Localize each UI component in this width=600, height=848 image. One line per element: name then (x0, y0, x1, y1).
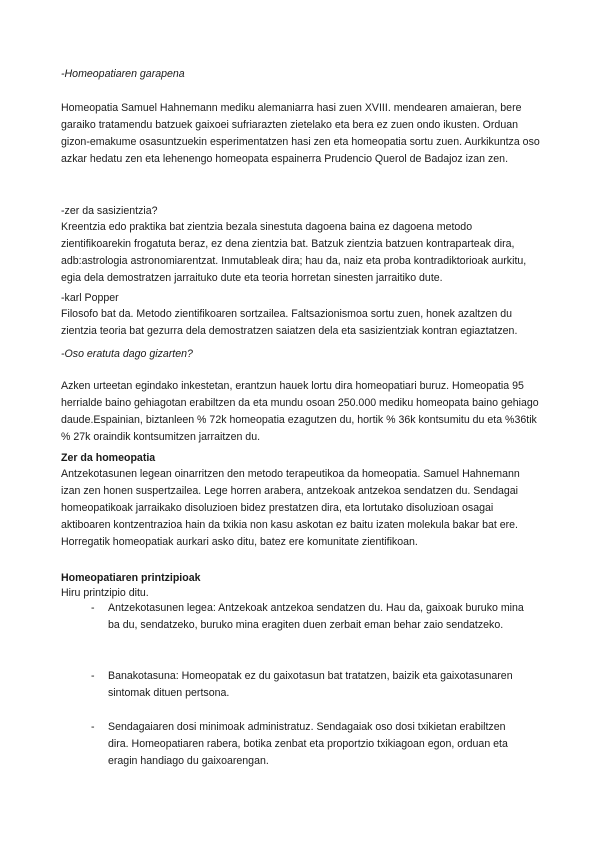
heading-sasizientzia: -zer da sasizientzia? (61, 205, 158, 217)
principle-text: Banakotasuna: Homeopatak ez du gaixotasun bat tratatzen, baizik eta gaixotasunaren sintomak dituen pertsona. (108, 670, 513, 699)
heading-homeopatiaren-garapena: -Homeopatiaren garapena (61, 68, 185, 80)
principle-text: Sendagaiaren dosi minimoak administratuz. Sendagaiak oso dosi txikietan erabiltzen dira. Homeopatiaren rabera, botika zenbat eta proportzio txikiagoan egon, orduan eta eragin handiago du gaixoarengan. (108, 721, 508, 767)
principle-text: Antzekotasunen legea: Antzekoak antzekoa sendatzen du. Hau da, gaixoak buruko mina ba du, sendatzeko, buruko mina eragiten duen zerbait eman behar zaio sendatzeko. (108, 602, 524, 631)
list-item (0, 668, 600, 702)
list-item (0, 719, 600, 770)
heading-karl-popper: -karl Popper (61, 292, 119, 304)
paragraph-karl-popper: Filosofo bat da. Metodo zientifikoaren sortzailea. Faltsazionismoa sortu zuen, honek azaltzen du zientzia teoria bat gezurra dela demostratzen saiatzen dela eta sasizientziak kontran egiaztatzen. (61, 308, 518, 337)
principles-list (0, 600, 600, 787)
paragraph-hiru-printzipio: Hiru printzipio ditu. (61, 587, 149, 599)
heading-printzipioak: Homeopatiaren printzipioak (61, 572, 201, 584)
heading-gizartea: -Oso eratuta dago gizarten? (61, 348, 193, 360)
paragraph-garapena: Homeopatia Samuel Hahnemann mediku alemaniarra hasi zuen XVIII. mendearen amaieran, bere garaiko tratamendu batzuek gaixoei sufriarazten zietelako eta bera ez zuen ondo ikusten. Orduan gizon-emakume osasuntzuekin esperimentatzen hasi zen eta homeopatia sortu zuen. Aurkikuntza oso azkar hedatu zen eta lehenengo homeopata espainerra Prudencio Querol de Badajoz izan zen. (61, 102, 540, 165)
list-item (0, 600, 600, 651)
bullet-dash: - (91, 670, 95, 682)
paragraph-zer-da-homeopatia: Antzekotasunen legean oinarritzen den metodo terapeutikoa da homeopatia. Samuel Hahnemann izan zen honen suspertzailea. Lege horren arabera, antzekoak antzekoa sendatzen du. Sendagai homeopatikoak jarraikako disoluzioen bidez prestatzen dira, eta lortutako disoluzioan osagai aktiboaren kontzentrazioa hain da txikia non kasu askotan ez baitu izaten molekula bakar bat ere. Horregatik homeopatiak aurkari asko ditu, batez ere komunitate zientifikoan. (61, 468, 520, 548)
bullet-dash: - (91, 721, 95, 733)
paragraph-inkestak: Azken urteetan egindako inkestetan, erantzun hauek lortu dira homeopatiari buruz. Homeopatia 95 herrialde baino gehiagotan erabiltzen da eta mundu osoan 250.000 mediku homeopata baino gehiago daude.Espainian, biztanleen % 72k homeopatia ezagutzen du, hortik % 36k kontsumitu du eta %36tik % 27k oraindik kontsumitzen jarraitzen du. (61, 380, 539, 443)
heading-zer-da-homeopatia: Zer da homeopatia (61, 452, 156, 464)
bullet-dash: - (91, 602, 95, 614)
paragraph-sasizientzia: Kreentzia edo praktika bat zientzia bezala sinestuta dagoena baina ez dagoena metodo zientifikoarekin frogatuta beraz, ez dena zientzia bat. Batzuk zientzia batzuen kontraparteak dira, adb:astrologia astronomiarentzat. Inmutableak dira; hau da, naiz eta proba kontradiktorioak aurkitu, egia dela demostratzen jarraituko dute eta teoria horretan sinesten jarraitiko dute. (61, 221, 527, 284)
